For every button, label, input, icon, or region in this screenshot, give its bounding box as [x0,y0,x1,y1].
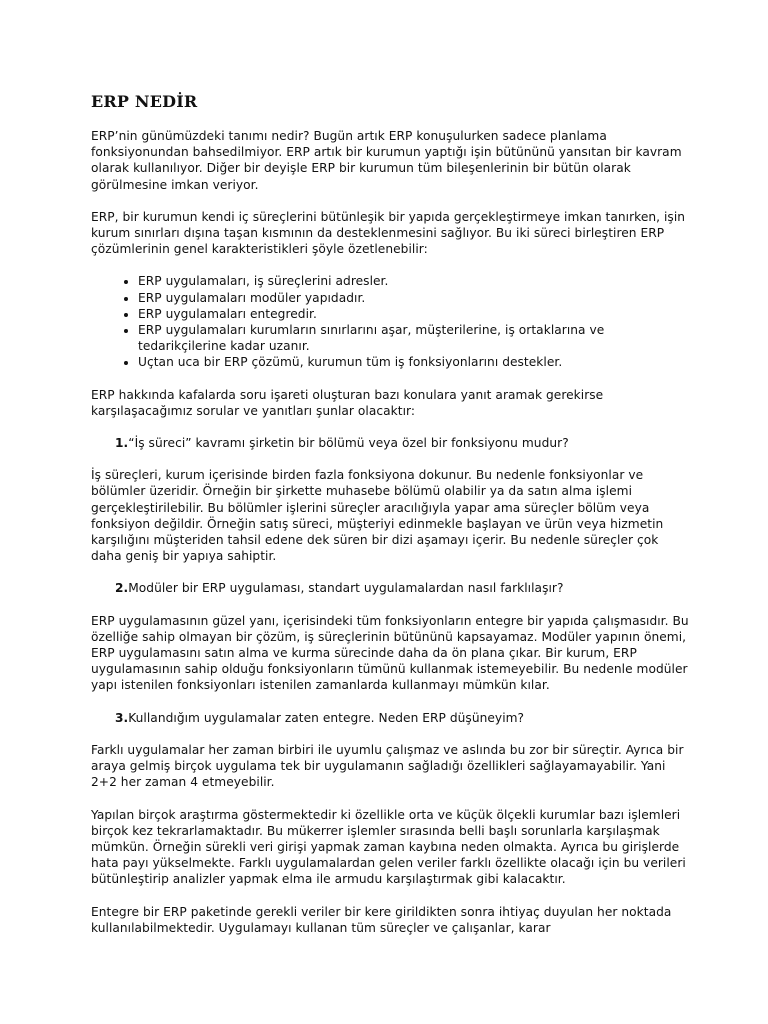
answer-paragraph: ERP uygulamasının güzel yanı, içerisindeki tüm fonksiyonların entegre bir yapıda çalışmasıdır. Bu özelliğe sahip olmayan bir çözüm, iş süreçlerinin bütününü kapsayamaz. Modüler yapının önemi, ERP uygulamasını satın alma ve kurma sürecinde daha da ön plana çıkar. Bir kurum, ERP uygulamasının sahip olduğu fonksiyonların tümünü kullanmak istemeyebilir. Bu nedenle modüler yapı istenilen fonksiyonları istenilen zamanlarda kullanmayı mümkün kılar. [91,613,689,693]
answer-paragraph: Farklı uygulamalar her zaman birbiri ile uyumlu çalışmaz ve aslında bu zor bir süreçtir. Ayrıca bir araya gelmiş birçok uygulama tek bir uygulamanın sağladığı özellikleri sağlayamayabilir. Yani 2+2 her zaman 4 etmeyebilir. [91,742,684,790]
question-heading [91,580,691,596]
list-item: • ERP uygulamaları modüler yapıdadır. [138,290,691,306]
characteristics-list [91,273,691,370]
intro-paragraph: ERP’nin günümüzdeki tanımı nedir? Bugün artık ERP konuşulurken sadece planlama fonksiyonundan bahsedilmiyor. ERP artık bir kurumun yaptığı işin bütününü yansıtan bir kavram olarak kullanılıyor. Diğer bir deyişle ERP bir kurumun tüm bileşenlerinin bir bütün olarak görülmesine imkan veriyor. [91,129,682,192]
intro-paragraph: ERP, bir kurumun kendi iç süreçlerini bütünleşik bir yapıda gerçekleştirmeye imkan tanırken, işin kurum sınırları dışına taşan kısmının da desteklenmesini sağlıyor. Bu iki süreci birleştiren ERP çözümlerinin genel karakteristikleri şöyle özetlenebilir: [91,209,686,257]
list-item: • ERP uygulamaları kurumların sınırlarını aşar, müşterilerine, iş ortaklarına ve tedarikçilerine kadar uzanır. [138,322,691,354]
question-number: 1. [115,436,129,451]
question-text: “İş süreci” kavramı şirketin bir bölümü veya özel bir fonksiyonu mudur? [128,436,569,451]
question-text: Modüler bir ERP uygulaması, standart uygulamalardan nasıl farklılaşır? [128,581,564,596]
list-item: • ERP uygulamaları entegredir. [138,306,691,322]
question-text: Kullandığım uygulamalar zaten entegre. Neden ERP düşüneyim? [128,710,525,725]
list-item: • ERP uygulamaları, iş süreçlerini adresler. [138,273,691,289]
question-heading [91,710,691,726]
question-number: 2. [115,581,129,596]
lead-paragraph: ERP hakkında kafalarda soru işareti oluşturan bazı konulara yanıt aramak gerekirse karşılaşacağımız sorular ve yanıtları şunlar olacaktır: [91,387,604,418]
question-heading [91,435,691,451]
answer-paragraph: Yapılan birçok araştırma göstermektedir ki özellikle orta ve küçük ölçekli kurumlar bazı işlemleri birçok kez tekrarlamaktadır. Bu mükerrer işlemler sırasında belli başlı sorunlarla karşılaşmak mümkün. Örneğin sürekli veri girişi yapmak zaman kaybına neden olmakta. Ayrıca bu girişlerde hata payı yükselmekte. Farklı uygulamalardan gelen veriler farklı özellikte olacağı için bu verileri bütünleştirip analizler yapmak elma ile armudu karşılaştırmak gibi kalacaktır. [91,807,686,887]
answer-paragraph: İş süreçleri, kurum içerisinde birden fazla fonksiyona dokunur. Bu nedenle fonksiyonlar ve bölümler üzeridir. Örneğin bir şirkette muhasebe bölümü olabilir ya da satın alma işlemi gerçekleştirilebilir. Bu bölümler işlerini süreçler aracılığıyla yapar ama süreçler bölüm veya fonksiyon değildir. Örneğin satış süreci, müşteriyi edinmekle başlayan ve ürün veya hizmetin karşılığını müşteriden tahsil edene dek süren bir dizi aşamayı içerir. Bu nedenle süreçler çok daha geniş bir yapıya sahiptir. [91,468,664,564]
answer-paragraph: Entegre bir ERP paketinde gerekli veriler bir kere girildikten sonra ihtiyaç duyulan her noktada kullanılabilmektedir. Uygulamayı kullanan tüm süreçler ve çalışanlar, karar [91,904,672,935]
question-number: 3. [115,710,129,725]
list-item: • Uçtan uca bir ERP çözümü, kurumun tüm iş fonksiyonlarını destekler. [138,354,691,370]
document-title: ERP NEDİR [91,92,198,111]
document-body [91,92,691,952]
